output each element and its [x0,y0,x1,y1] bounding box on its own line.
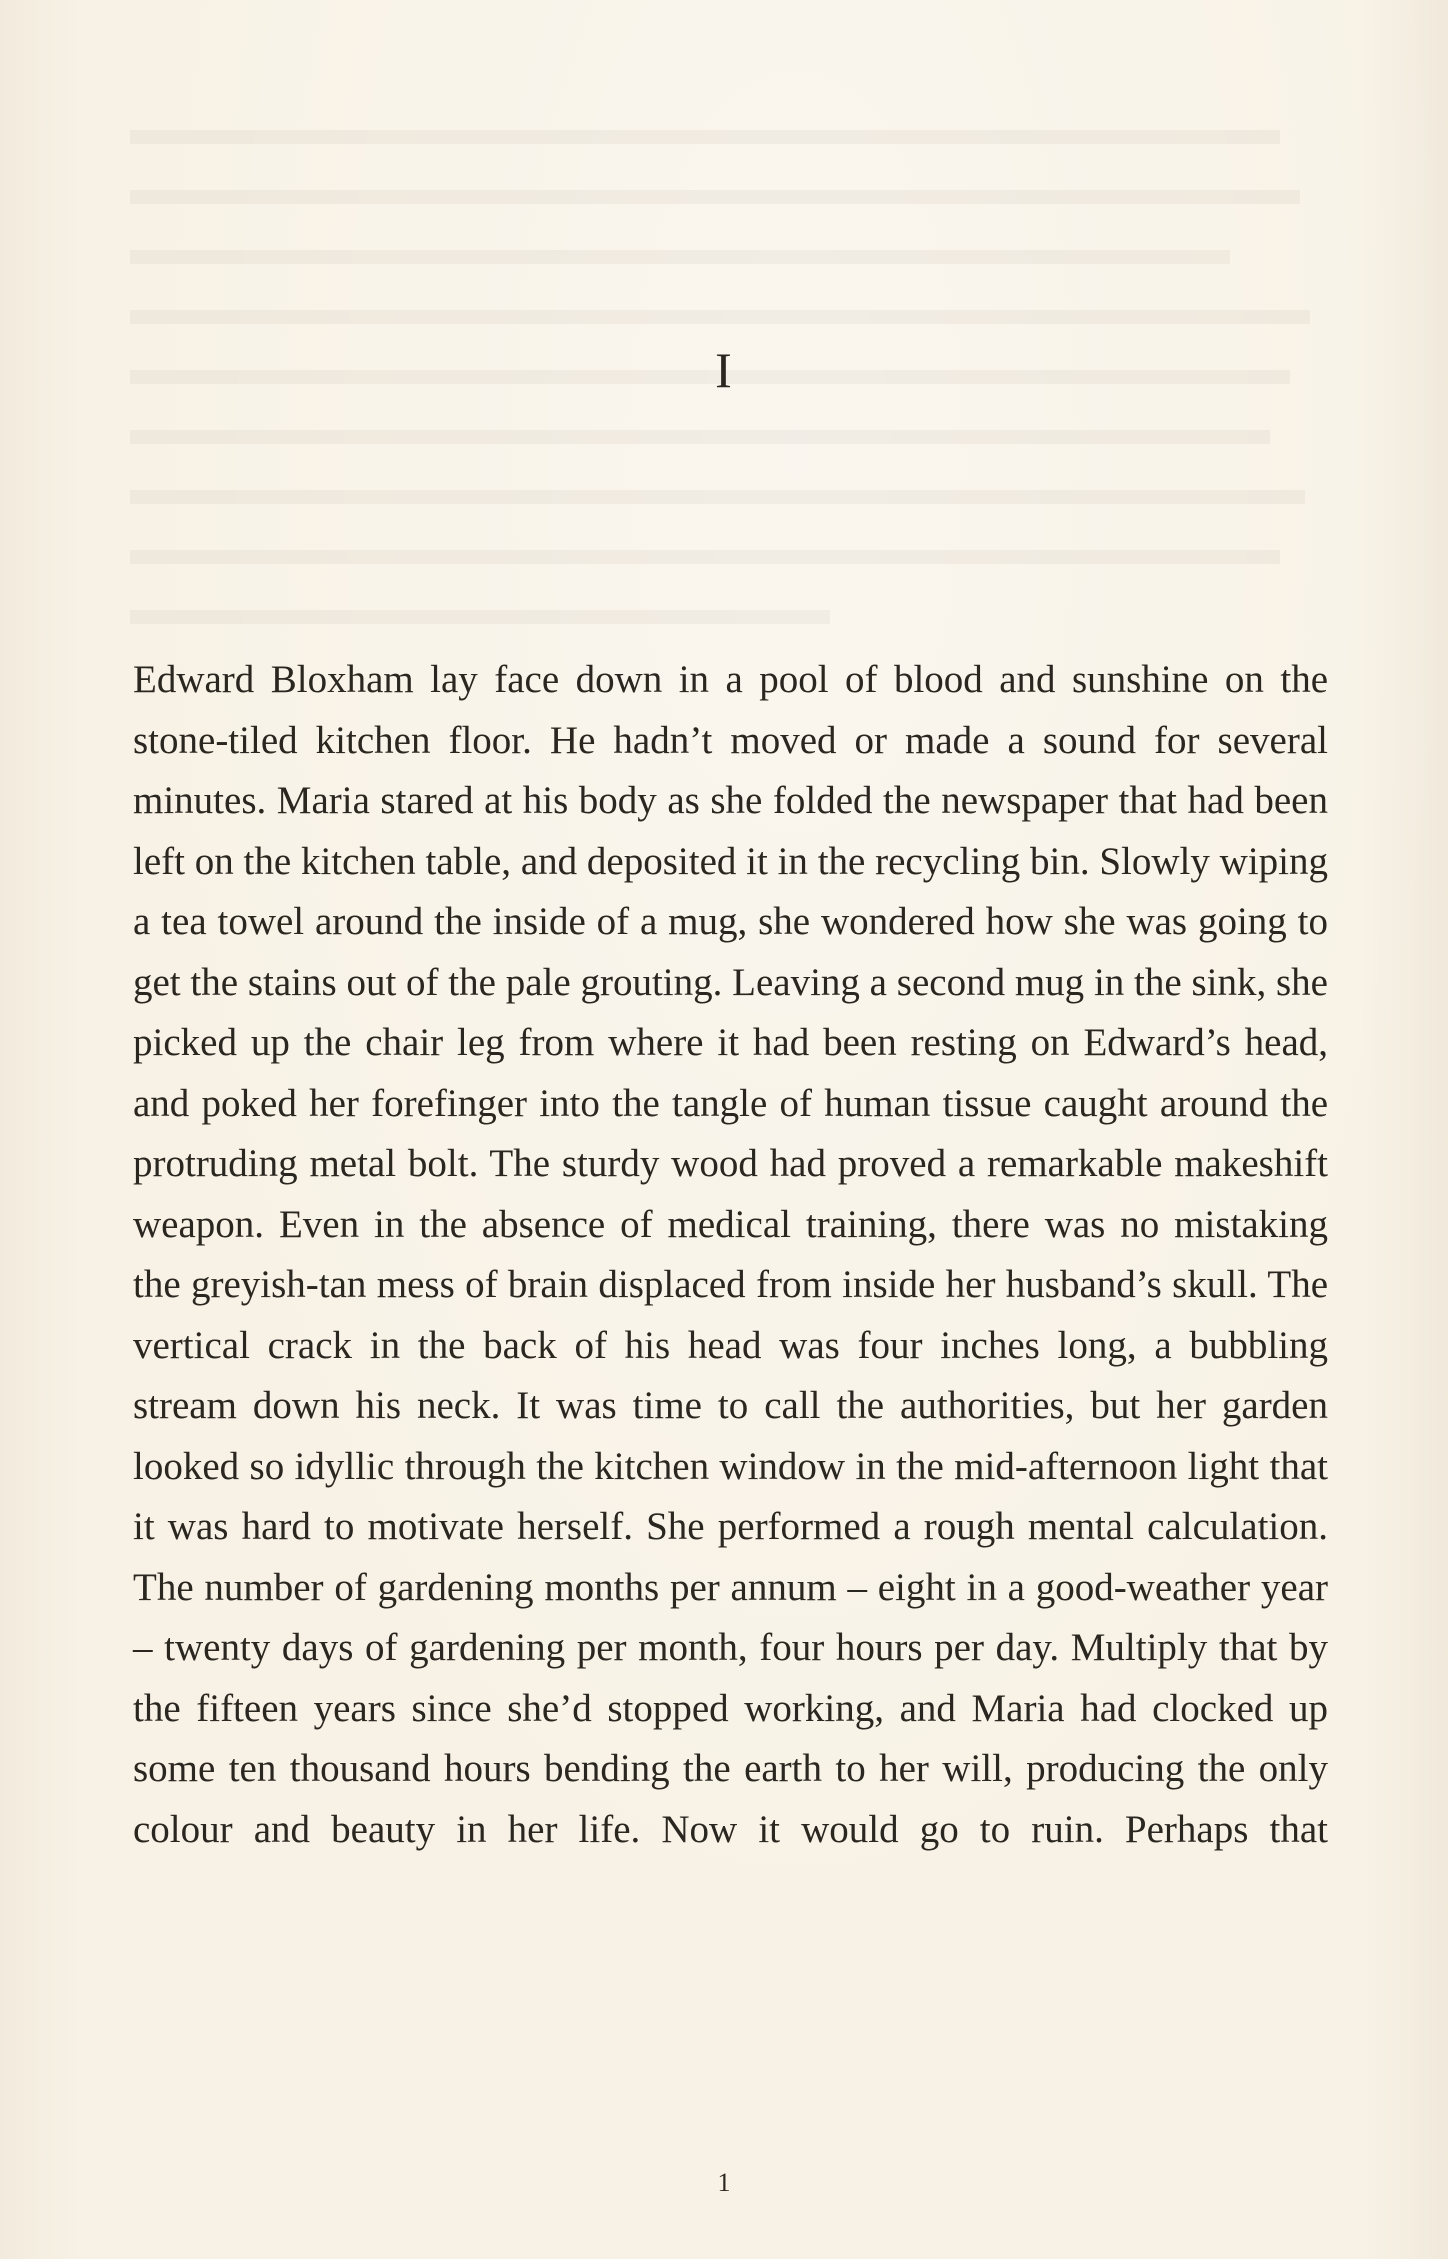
chapter-number: I [715,342,733,398]
page-number: 1 [717,2168,731,2197]
body-paragraph: Edward Bloxham lay face down in a pool of blood and sunshine on the stone-tiled kitchen floor. He hadn’t moved or made a sound for several minutes. Maria stared at his body as she folded the newspaper that had been left on the kitchen table, and deposited it in the recycling bin. Slowly wiping a tea towel around the inside of a mug, she wondered how she was going to get the stains out of the pale grouting. Leaving a second mug in the sink, she picked up the chair leg from where it had been resting on Edward’s head, and poked her forefinger into the tangle of human tissue caught around the protruding metal bolt. The sturdy wood had proved a remarkable makeshift weapon. Even in the absence of medical training, there was no mistaking the greyish-tan mess of brain displaced from inside her husband’s skull. The vertical crack in the back of his head was four inches long, a bubbling stream down his neck. It was time to call the authorities, but her garden looked so idyllic through the kitchen window in the mid-afternoon light that it was hard to motivate herself. She performed a rough mental calculation. The number of gardening months per annum – eight in a good-weather year – twenty days of gardening per month, four hours per day. Multiply that by the fifteen years since she’d stopped working, and Maria had clocked up some ten thousand hours bending the earth to her will, producing the only colour and beauty in her life. Now it would go to ruin. Perhaps that [133,658,1328,1851]
